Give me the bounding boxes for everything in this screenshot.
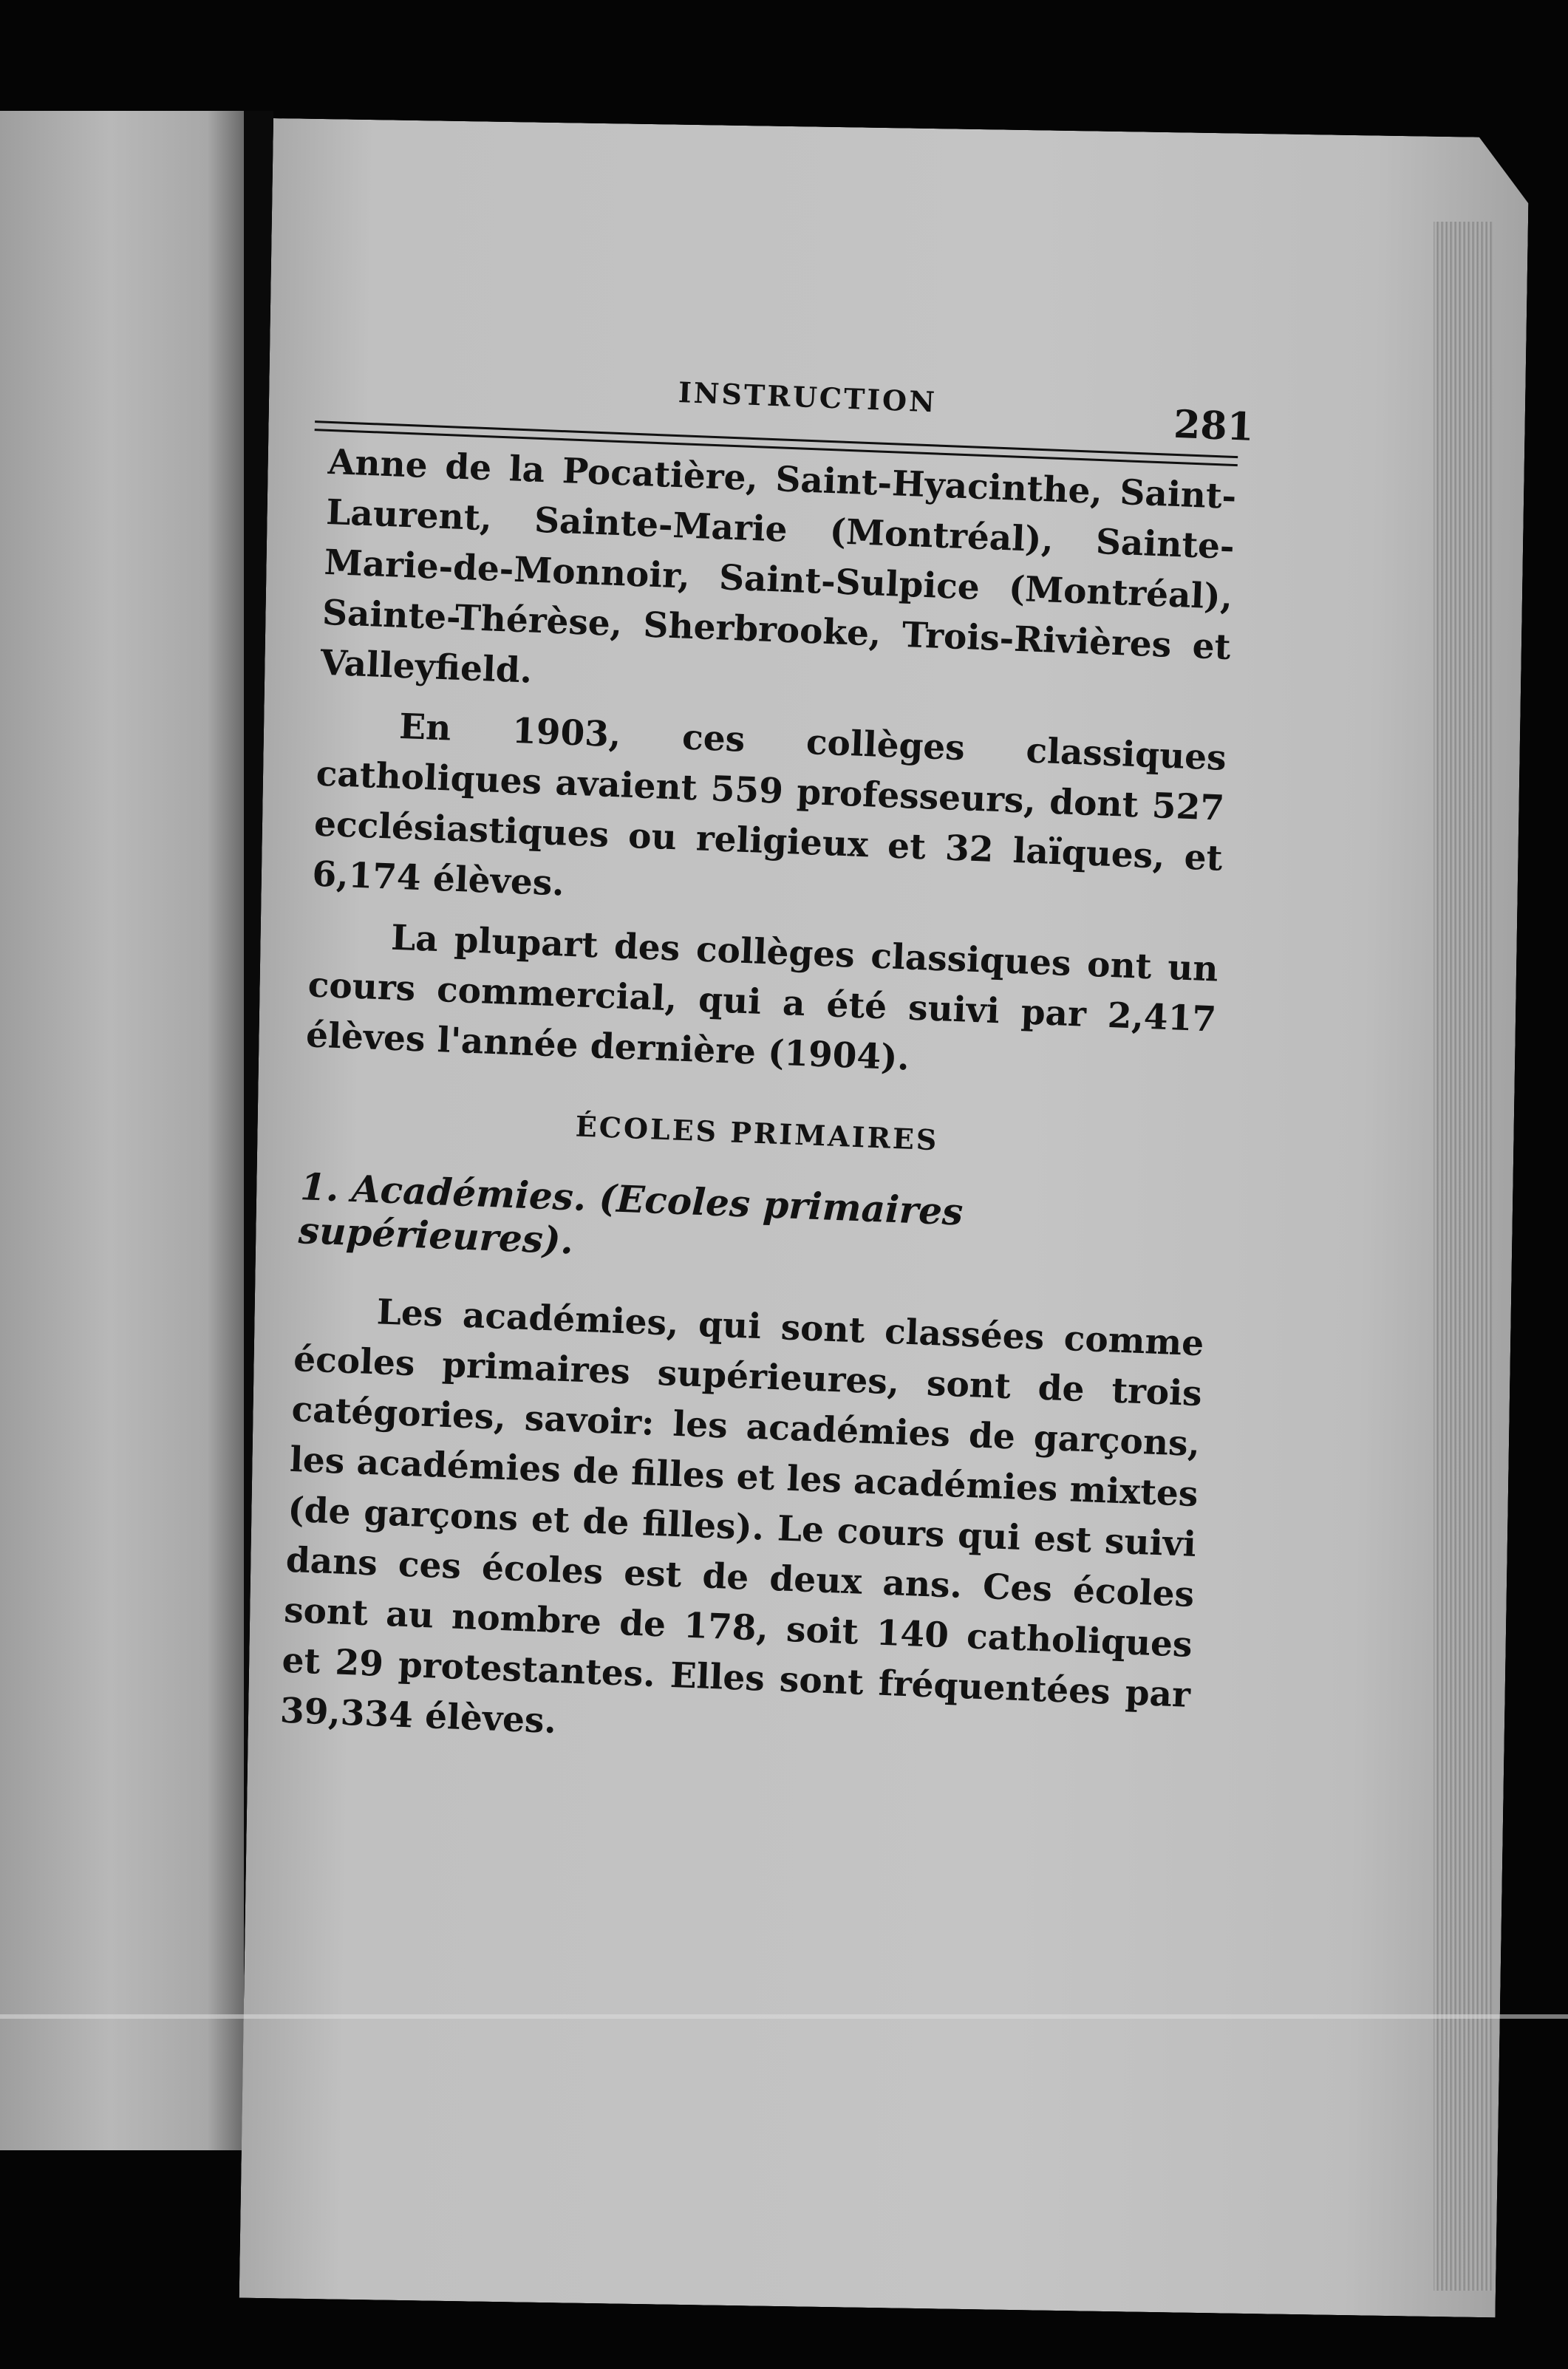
- page-edges: [1434, 222, 1493, 2291]
- section-title: ÉCOLES PRIMAIRES: [574, 1109, 940, 1157]
- running-title: INSTRUCTION: [678, 375, 938, 419]
- paragraph-1903-statistics: En 1903, ces collèges classiques catholiques avaient 559 professeurs, dont 527 ecclésiastiques ou religieux et 32 laïques, et 6,174 élèves.: [311, 706, 1227, 904]
- paragraph-college-list: Anne de la Pocatière, Saint-Hyacinthe, Saint-Laurent, Sainte-Marie (Montréal), Sainte-Marie-de-Monnoir, Saint-Sulpice (Montréal), Sainte-Thérèse, Sherbrooke, Trois-Rivières et Valleyfield.: [319, 441, 1238, 692]
- page-content: [279, 347, 1255, 1771]
- page-number: 281: [1173, 401, 1255, 450]
- paragraph-academies: Les académies, qui sont classées comme écoles primaires supérieures, sont de trois catégories, savoir: les académies de garçons, les académies de filles et les académies mixtes (de garçons et de filles). Le cours qui est suivi dans ces écoles est de deux ans. Ces écoles sont au nombre de 178, soit 140 catholiques et 29 protestantes. Elles sont fréquentées par 39,334 élèves.: [279, 1292, 1205, 1742]
- paragraph-commercial-course: La plupart des collèges classiques ont un cours commercial, qui a été suivi par 2,417 élèves l'année dernière (1904).: [305, 917, 1219, 1079]
- scan-artifact-line: [0, 2014, 1568, 2019]
- left-page: [0, 111, 244, 2150]
- subheading-academies: 1. Académies. (Ecoles primaires supérieures).: [297, 1165, 964, 1263]
